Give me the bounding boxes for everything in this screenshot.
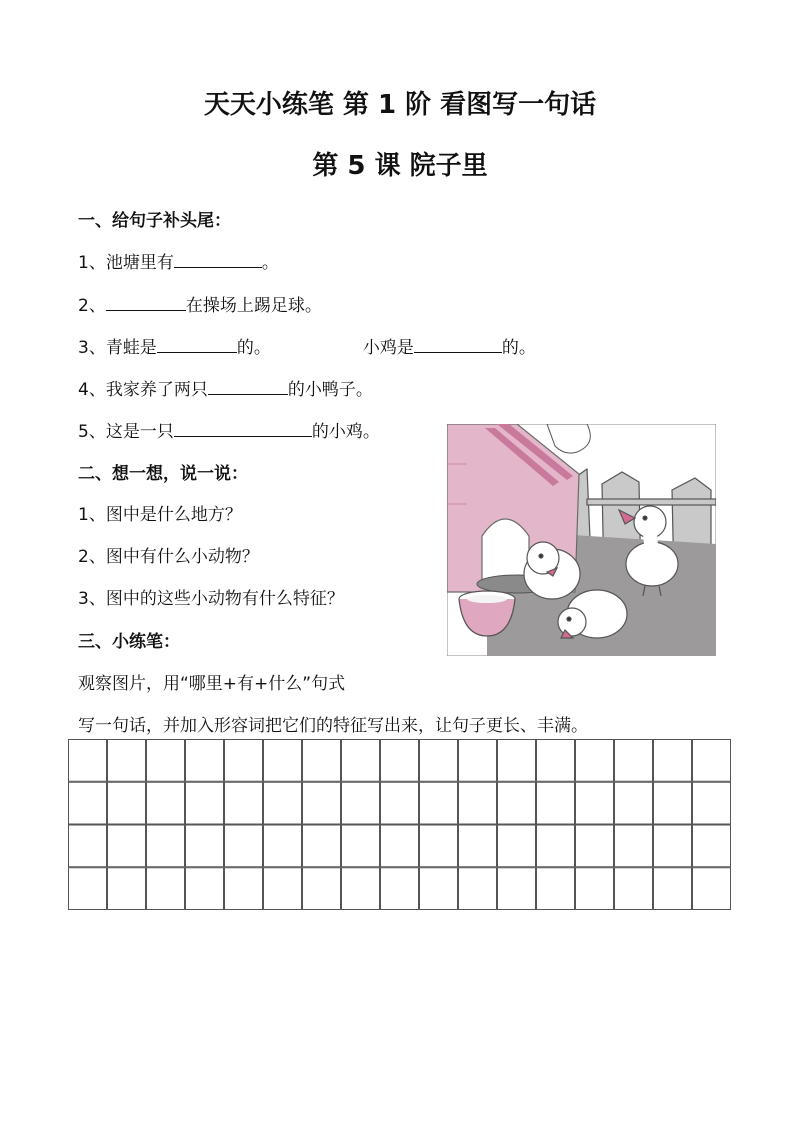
item-text-before: 青蛙是 — [105, 338, 157, 358]
grid-cell[interactable] — [69, 740, 107, 782]
grid-cell[interactable] — [108, 782, 146, 824]
grid-cell[interactable] — [576, 782, 614, 824]
grid-cell[interactable] — [615, 825, 653, 867]
grid-cell[interactable] — [498, 868, 536, 910]
grid-cell[interactable] — [420, 868, 458, 910]
grid-cell[interactable] — [264, 782, 302, 824]
grid-cell[interactable] — [615, 868, 653, 910]
question-1: 1、图中是什么地方？ — [78, 505, 242, 525]
grid-cell[interactable] — [693, 825, 731, 867]
grid-cell[interactable] — [186, 782, 224, 824]
grid-cell[interactable] — [186, 740, 224, 782]
grid-cell[interactable] — [342, 782, 380, 824]
grid-cell[interactable] — [225, 740, 263, 782]
item-number: 2、 — [78, 296, 106, 316]
grid-cell[interactable] — [615, 782, 653, 824]
grid-cell[interactable] — [420, 825, 458, 867]
grid-cell[interactable] — [537, 782, 575, 824]
answer-blank[interactable] — [208, 378, 288, 395]
grid-cell[interactable] — [264, 740, 302, 782]
grid-cell[interactable] — [303, 740, 341, 782]
answer-blank[interactable] — [174, 251, 262, 268]
grid-cell[interactable] — [186, 825, 224, 867]
item-text-after: 。 — [261, 253, 279, 273]
grid-cell[interactable] — [654, 868, 692, 910]
item-text-before: 这是一只 — [105, 422, 174, 442]
item-number: 5、 — [78, 422, 106, 442]
grid-cell[interactable] — [69, 782, 107, 824]
grid-cell[interactable] — [576, 740, 614, 782]
item-text-after: 的小鸡。 — [311, 422, 380, 442]
grid-cell[interactable] — [303, 825, 341, 867]
grid-cell[interactable] — [381, 782, 419, 824]
grid-cell[interactable] — [186, 868, 224, 910]
item-number: 3、 — [78, 338, 106, 358]
grid-cell[interactable] — [498, 740, 536, 782]
question-3: 3、图中的这些小动物有什么特征？ — [78, 589, 344, 609]
grid-cell[interactable] — [615, 740, 653, 782]
grid-cell[interactable] — [264, 825, 302, 867]
question-2: 2、图中有什么小动物？ — [78, 547, 259, 567]
answer-blank-2[interactable] — [414, 336, 502, 353]
grid-cell[interactable] — [381, 825, 419, 867]
grid-cell[interactable] — [303, 868, 341, 910]
grid-cell[interactable] — [342, 868, 380, 910]
grid-cell[interactable] — [498, 825, 536, 867]
grid-cell[interactable] — [147, 868, 185, 910]
grid-cell[interactable] — [654, 825, 692, 867]
grid-cell[interactable] — [225, 825, 263, 867]
item-text-before: 我家养了两只 — [105, 380, 208, 400]
item-text-after: 的小鸭子。 — [287, 380, 373, 400]
lesson-title: 第 5 课 院子里 — [312, 151, 488, 181]
item-number: 4、 — [78, 380, 106, 400]
grid-cell[interactable] — [381, 868, 419, 910]
grid-cell[interactable] — [654, 782, 692, 824]
grid-cell[interactable] — [147, 740, 185, 782]
grid-cell[interactable] — [381, 740, 419, 782]
item-text-after: 在操场上踢足球。 — [185, 296, 322, 316]
grid-cell[interactable] — [693, 868, 731, 910]
item-text-before-2: 小鸡是 — [362, 338, 414, 358]
item-text-after: 的。 — [236, 338, 271, 358]
grid-cell[interactable] — [459, 868, 497, 910]
page-title: 天天小练笔 第 1 阶 看图写一句话 — [203, 90, 597, 120]
writing-grid[interactable] — [68, 739, 731, 910]
grid-cell[interactable] — [69, 825, 107, 867]
section2-heading: 二、想一想，说一说： — [78, 464, 248, 484]
grid-cell[interactable] — [576, 868, 614, 910]
exercise-5 — [78, 417, 380, 442]
section1-heading: 一、给句子补头尾： — [78, 211, 231, 231]
answer-blank[interactable] — [106, 294, 186, 311]
item-text-after-2: 的。 — [501, 338, 536, 358]
grid-cell[interactable] — [108, 868, 146, 910]
exercise-1 — [78, 248, 279, 273]
courtyard-illustration — [447, 424, 716, 656]
answer-blank[interactable] — [157, 336, 237, 353]
grid-cell[interactable] — [108, 825, 146, 867]
grid-cell[interactable] — [420, 740, 458, 782]
grid-cell[interactable] — [69, 868, 107, 910]
grid-cell[interactable] — [147, 825, 185, 867]
grid-cell[interactable] — [264, 868, 302, 910]
item-text-before: 池塘里有 — [105, 253, 174, 273]
grid-cell[interactable] — [537, 740, 575, 782]
instruction-line-2: 写一句话，并加入形容词把它们的特征写出来，让句子更长、丰满。 — [78, 716, 588, 736]
exercise-3 — [78, 333, 536, 358]
grid-cell[interactable] — [108, 740, 146, 782]
exercise-2 — [78, 291, 322, 316]
grid-cell[interactable] — [498, 782, 536, 824]
grid-cell[interactable] — [342, 740, 380, 782]
grid-cell[interactable] — [654, 740, 692, 782]
grid-cell[interactable] — [342, 825, 380, 867]
grid-cell[interactable] — [459, 825, 497, 867]
answer-blank[interactable] — [174, 420, 312, 437]
grid-cell[interactable] — [147, 782, 185, 824]
instruction-line-1: 观察图片，用“哪里+有+什么”句式 — [78, 674, 346, 694]
grid-cell[interactable] — [459, 782, 497, 824]
grid-cell[interactable] — [225, 868, 263, 910]
grid-cell[interactable] — [537, 825, 575, 867]
grid-cell[interactable] — [420, 782, 458, 824]
grid-cell[interactable] — [225, 782, 263, 824]
section3-heading: 三、小练笔： — [78, 632, 180, 652]
grid-cell[interactable] — [537, 868, 575, 910]
grid-cell[interactable] — [693, 740, 731, 782]
grid-cell[interactable] — [459, 740, 497, 782]
grid-cell[interactable] — [693, 782, 731, 824]
item-number: 1、 — [78, 253, 106, 273]
grid-cell[interactable] — [303, 782, 341, 824]
exercise-4 — [78, 375, 373, 400]
grid-cell[interactable] — [576, 825, 614, 867]
